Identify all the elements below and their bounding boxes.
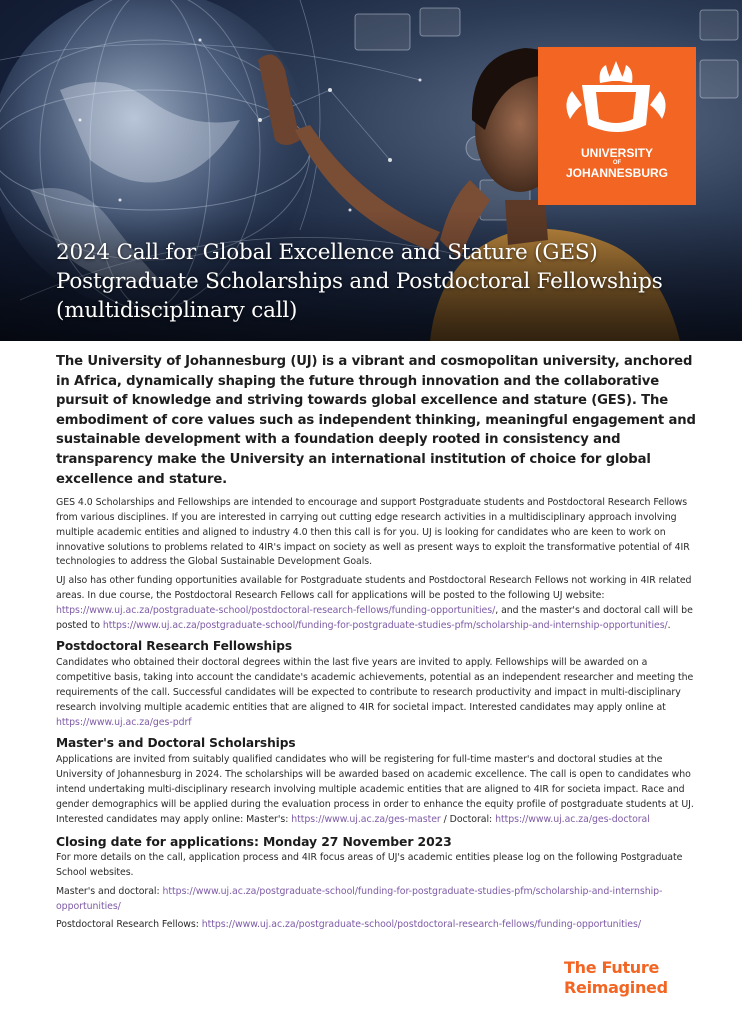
- funding-paragraph: [56, 574, 696, 633]
- funding-text: UJ also has other funding opportunities available for Postgraduate students and Postdoctoral Research Fellows not working in 4IR related areas. In due course, the Postdoctoral Research Fellows call for applications will be posted to the following UJ website:: [56, 575, 692, 601]
- crest-icon: [538, 47, 696, 147]
- logo-line-university: UNIVERSITY: [580, 146, 653, 160]
- intro-paragraph: GES 4.0 Scholarships and Fellowships are intended to encourage and support Postgraduate students and Postdoctoral Research Fellows from various disciplines. If you are interested in carrying out cutting edge research activities in a multidisciplinary approach involving multiple academic entities and aligned to industry 4.0 then this call is for you. UJ is looking for candidates who are keen to work on innovative solutions to problems related to 4IR's impact on society as well as present ways to exploit the transformative potential of 4IR technologies to address the Global Sustainable Development Goals.: [56, 497, 690, 568]
- masters-heading: Master's and Doctoral Scholarships: [56, 736, 296, 751]
- funding-text: .: [667, 619, 671, 631]
- tagline: [564, 958, 668, 998]
- tagline-line: Reimagined: [564, 978, 668, 997]
- masters-doctoral-websites: [56, 885, 696, 915]
- title-line: 2024 Call for Global Excellence and Stature (GES): [56, 240, 598, 265]
- masters-text: / Doctoral:: [440, 813, 496, 825]
- closing-paragraph: For more details on the call, application process and 4IR focus areas of UJ's academic entities please log on the following Postgraduate School websites.: [56, 852, 683, 879]
- main-content: [56, 352, 696, 937]
- university-logo: [538, 47, 696, 205]
- funding-text: , and the master's and doctoral call will be posted to: [56, 604, 693, 631]
- masters-text: Applications are invited from suitably qualified candidates who will be registering for full-time master's and doctoral studies at the University of Johannesburg in 2024. The scholarships will be awarded based on academic excellence. The call is open to candidates who intend undertaking multi-disciplinary research involving multiple academic entities that are aligned to 4IR for societa impact. Race and gender demographics will be applied during the evaluation process in order to enhance the equity profile of postgraduate students at UJ. Interested candidates may apply online: Master's:: [56, 754, 694, 825]
- postdoc-websites: [56, 918, 696, 933]
- title-line: (multidisciplinary call): [56, 298, 298, 323]
- postgrad-funding-link[interactable]: https://www.uj.ac.za/postgraduate-school/funding-for-postgraduate-studies-pfm/scholarship-and-internship-opportunities/: [102, 619, 668, 631]
- page-title: [56, 238, 726, 325]
- ges-master-link[interactable]: https://www.uj.ac.za/ges-master: [291, 813, 441, 825]
- ges-pdrf-link[interactable]: https://www.uj.ac.za/ges-pdrf: [56, 716, 192, 728]
- masters-paragraph: [56, 753, 696, 827]
- logo-line-johannesburg: JOHANNESBURG: [565, 166, 668, 180]
- postdoc-funding-link[interactable]: https://www.uj.ac.za/postgraduate-school/postdoctoral-research-fellows/funding-opportunities/: [56, 604, 496, 616]
- closing-date-heading: Closing date for applications: Monday 27 November 2023: [56, 834, 452, 850]
- websites-label: Postdoctoral Research Fellows:: [56, 919, 202, 931]
- postdoc-website-link[interactable]: https://www.uj.ac.za/postgraduate-school/postdoctoral-research-fellows/funding-opportunities/: [201, 919, 641, 931]
- logo-line-of: OF: [612, 160, 622, 166]
- title-line: Postgraduate Scholarships and Postdoctoral Fellowships: [56, 269, 663, 294]
- hero-banner: [0, 0, 742, 341]
- postdoc-text: Candidates who obtained their doctoral degrees within the last five years are invited to apply. Fellowships will be awarded on a competitive basis, taking into account the candidate's academic achievements, potential as an independent researcher and meeting the requirements of the call. Successful candidates will be expected to contribute to research productivity and impact in multi-disciplinary research involving multiple academic entities that are aligned to 4IR for societal impact. Interested candidates may apply online at: [56, 657, 694, 713]
- masters-doctoral-website-link[interactable]: https://www.uj.ac.za/postgraduate-school/funding-for-postgraduate-studies-pfm/scholarship-and-internship-opportunities/: [56, 885, 663, 912]
- postdoc-heading: Postdoctoral Research Fellowships: [56, 639, 292, 654]
- ges-doctoral-link[interactable]: https://www.uj.ac.za/ges-doctoral: [495, 813, 650, 825]
- websites-label: Master's and doctoral:: [56, 885, 163, 897]
- postdoc-paragraph: [56, 656, 696, 730]
- tagline-line: The Future: [564, 958, 660, 977]
- intro-lead: The University of Johannesburg (UJ) is a vibrant and cosmopolitan university, anchored in Africa, dynamically shaping the future through innovation and the collaborative pursuit of knowledge and striving towards global excellence and stature (GES). The embodiment of core values such as independent thinking, meaningful engagement and sustainable development with a foundation deeply rooted in consistency and transparency make the University an international institution of choice for global excellence and stature.: [56, 354, 696, 487]
